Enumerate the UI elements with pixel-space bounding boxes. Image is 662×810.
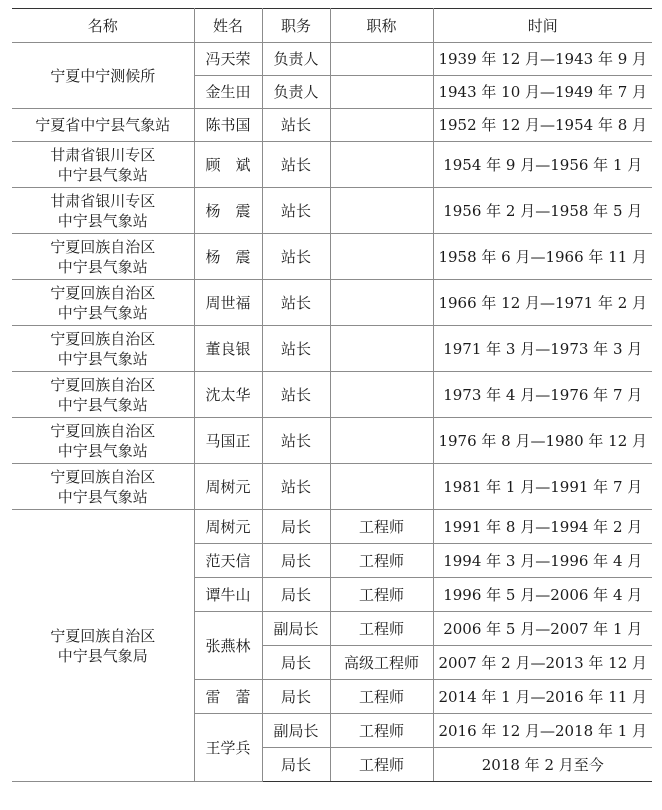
org-cell: 宁夏省中宁县气象站 — [12, 109, 194, 142]
person-name: 金生田 — [194, 76, 262, 109]
time-cell: 2014 年 1 月—2016 年 11 月 — [433, 680, 652, 714]
time-cell: 1956 年 2 月—1958 年 5 月 — [433, 188, 652, 234]
person-name: 周树元 — [194, 464, 262, 510]
title-cell — [330, 43, 433, 76]
post-cell: 站长 — [262, 280, 330, 326]
person-name: 沈太华 — [194, 372, 262, 418]
post-cell: 站长 — [262, 372, 330, 418]
time-cell: 2016 年 12 月—2018 年 1 月 — [433, 714, 652, 748]
time-cell: 1954 年 9 月—1956 年 1 月 — [433, 142, 652, 188]
time-cell: 1952 年 12 月—1954 年 8 月 — [433, 109, 652, 142]
org-cell: 甘肃省银川专区 中宁县气象站 — [12, 142, 194, 188]
org-cell: 宁夏回族自治区 中宁县气象局 — [12, 510, 194, 782]
table-row — [12, 234, 652, 280]
header-row — [12, 9, 652, 43]
post-cell: 站长 — [262, 234, 330, 280]
title-cell — [330, 418, 433, 464]
time-cell: 2006 年 5 月—2007 年 1 月 — [433, 612, 652, 646]
org-cell: 甘肃省银川专区 中宁县气象站 — [12, 188, 194, 234]
post-cell: 副局长 — [262, 612, 330, 646]
post-cell: 站长 — [262, 109, 330, 142]
time-cell: 1943 年 10 月—1949 年 7 月 — [433, 76, 652, 109]
title-cell: 工程师 — [330, 714, 433, 748]
header-org: 名称 — [12, 9, 194, 43]
person-name: 范天信 — [194, 544, 262, 578]
title-cell — [330, 76, 433, 109]
post-cell: 站长 — [262, 464, 330, 510]
table-row — [12, 109, 652, 142]
person-name: 杨 震 — [194, 234, 262, 280]
person-name: 马国正 — [194, 418, 262, 464]
post-cell: 局长 — [262, 510, 330, 544]
person-name: 冯天荣 — [194, 43, 262, 76]
person-name: 顾 斌 — [194, 142, 262, 188]
time-cell: 1994 年 3 月—1996 年 4 月 — [433, 544, 652, 578]
header-time: 时间 — [433, 9, 652, 43]
time-cell: 1966 年 12 月—1971 年 2 月 — [433, 280, 652, 326]
title-cell — [330, 188, 433, 234]
time-cell: 2007 年 2 月—2013 年 12 月 — [433, 646, 652, 680]
person-name: 雷 蕾 — [194, 680, 262, 714]
post-cell: 站长 — [262, 188, 330, 234]
post-cell: 站长 — [262, 418, 330, 464]
table-row — [12, 188, 652, 234]
table-row — [12, 280, 652, 326]
time-cell: 1971 年 3 月—1973 年 3 月 — [433, 326, 652, 372]
time-cell: 1991 年 8 月—1994 年 2 月 — [433, 510, 652, 544]
post-cell: 负责人 — [262, 76, 330, 109]
title-cell: 工程师 — [330, 748, 433, 782]
post-cell: 站长 — [262, 142, 330, 188]
post-cell: 站长 — [262, 326, 330, 372]
post-cell: 局长 — [262, 748, 330, 782]
time-cell: 1981 年 1 月—1991 年 7 月 — [433, 464, 652, 510]
table-row — [12, 142, 652, 188]
title-cell: 工程师 — [330, 612, 433, 646]
person-name: 谭牛山 — [194, 578, 262, 612]
director-history-table — [12, 8, 652, 782]
table-row — [12, 464, 652, 510]
post-cell: 局长 — [262, 544, 330, 578]
header-name: 姓名 — [194, 9, 262, 43]
title-cell: 工程师 — [330, 680, 433, 714]
header-title: 职称 — [330, 9, 433, 43]
post-cell: 局长 — [262, 646, 330, 680]
post-cell: 局长 — [262, 578, 330, 612]
org-cell: 宁夏回族自治区 中宁县气象站 — [12, 326, 194, 372]
org-cell: 宁夏回族自治区 中宁县气象站 — [12, 280, 194, 326]
table-row — [12, 326, 652, 372]
title-cell: 高级工程师 — [330, 646, 433, 680]
person-name: 董良银 — [194, 326, 262, 372]
time-cell: 2018 年 2 月至今 — [433, 748, 652, 782]
title-cell — [330, 326, 433, 372]
title-cell — [330, 372, 433, 418]
title-cell — [330, 280, 433, 326]
time-cell: 1958 年 6 月—1966 年 11 月 — [433, 234, 652, 280]
org-cell: 宁夏回族自治区 中宁县气象站 — [12, 464, 194, 510]
time-cell: 1973 年 4 月—1976 年 7 月 — [433, 372, 652, 418]
table-row — [12, 418, 652, 464]
title-cell: 工程师 — [330, 544, 433, 578]
table-row — [12, 372, 652, 418]
org-cell: 宁夏回族自治区 中宁县气象站 — [12, 372, 194, 418]
post-cell: 副局长 — [262, 714, 330, 748]
person-name: 张燕林 — [194, 612, 262, 680]
title-cell — [330, 142, 433, 188]
time-cell: 1996 年 5 月—2006 年 4 月 — [433, 578, 652, 612]
person-name: 陈书国 — [194, 109, 262, 142]
title-cell — [330, 109, 433, 142]
org-cell: 宁夏回族自治区 中宁县气象站 — [12, 234, 194, 280]
post-cell: 负责人 — [262, 43, 330, 76]
org-cell: 宁夏回族自治区 中宁县气象站 — [12, 418, 194, 464]
post-cell: 局长 — [262, 680, 330, 714]
person-name: 王学兵 — [194, 714, 262, 782]
table-row — [12, 510, 652, 544]
person-name: 杨 震 — [194, 188, 262, 234]
time-cell: 1939 年 12 月—1943 年 9 月 — [433, 43, 652, 76]
title-cell: 工程师 — [330, 578, 433, 612]
person-name: 周世福 — [194, 280, 262, 326]
time-cell: 1976 年 8 月—1980 年 12 月 — [433, 418, 652, 464]
title-cell: 工程师 — [330, 510, 433, 544]
title-cell — [330, 234, 433, 280]
org-cell: 宁夏中宁测候所 — [12, 43, 194, 109]
title-cell — [330, 464, 433, 510]
header-post: 职务 — [262, 9, 330, 43]
person-name: 周树元 — [194, 510, 262, 544]
table-row — [12, 43, 652, 76]
